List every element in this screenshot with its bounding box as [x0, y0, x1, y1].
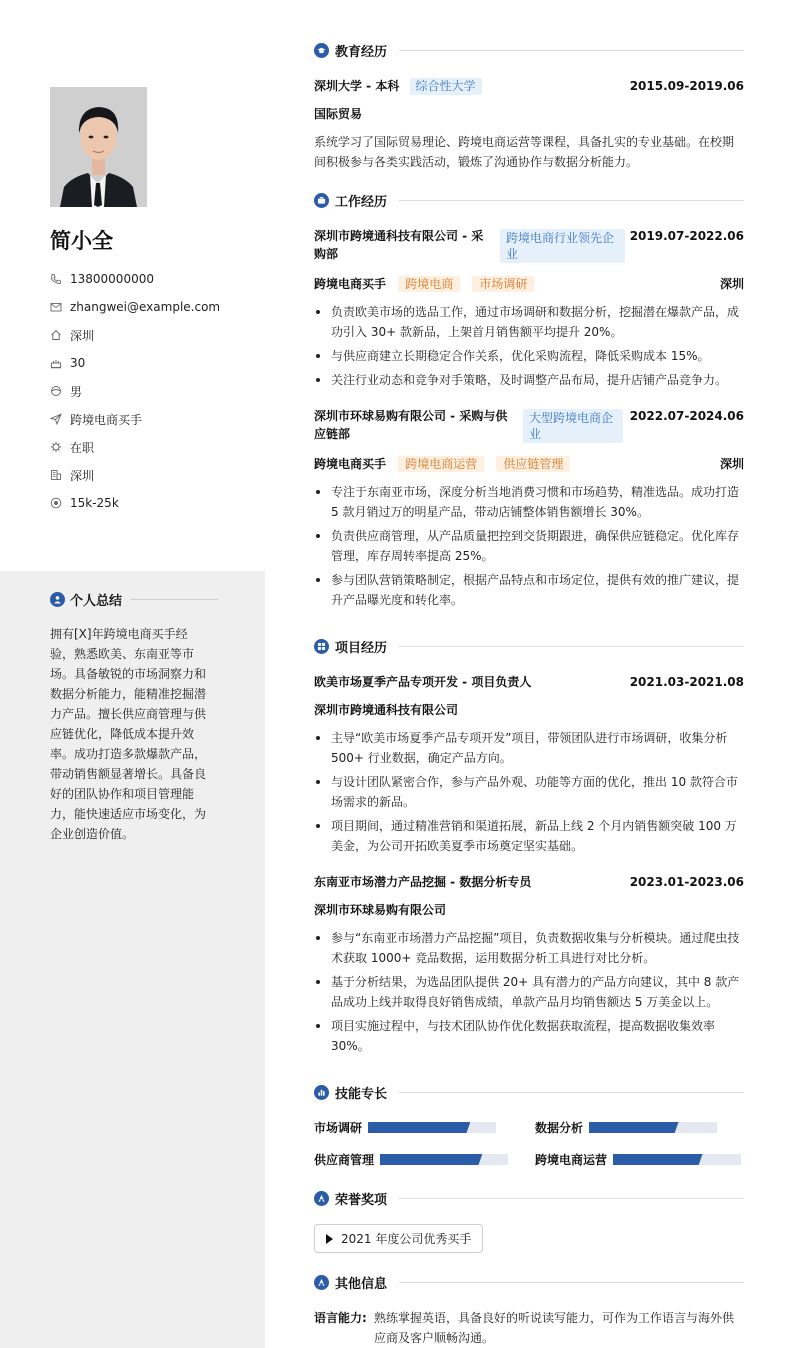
info-gender-text: 男: [70, 384, 83, 399]
work-title: 工作经历: [335, 194, 388, 210]
other-divider: [399, 1282, 744, 1283]
education-header: [314, 41, 744, 59]
work-1-skill-tag: 市场调研: [472, 276, 534, 292]
work-2-tag: 大型跨境电商企业: [523, 409, 623, 443]
work-2-skill-tag: 供应链管理: [496, 456, 570, 472]
list-item: 参与团队营销策略制定，根据产品特点和市场定位，提供有效的推广建议，提升产品曝光度和转化率。: [314, 570, 744, 610]
other-label: 语言能力:: [314, 1311, 367, 1325]
work-2-role-row: [314, 455, 570, 473]
info-email-text: zhangwei@example.com: [70, 300, 221, 314]
project-1-org: 深圳市跨境通科技有限公司: [314, 703, 459, 717]
project-2-org: 深圳市环球易购有限公司: [314, 903, 447, 917]
info-location-text: 深圳: [70, 328, 95, 343]
skill-name: 供应商管理: [314, 1153, 375, 1167]
work-1-role: 跨境电商买手: [314, 277, 387, 291]
summary-text: 拥有[X]年跨境电商买手经验，熟悉欧美、东南亚等市场。具备敏锐的市场洞察力和数据分析能力，能精准挖掘潜力产品。擅长供应商管理与供应链优化，降低成本提升效率。成功打造多款爆款产品，带动销售额显著增长。具备良好的团队协作和项目管理能力，能快速适应市场变化，为企业创造价值。: [50, 627, 207, 841]
age-icon: [50, 357, 62, 369]
work-2-tag-wrap: [523, 409, 623, 443]
avatar: [50, 87, 147, 207]
project-1-date: 2021.03-2021.08: [629, 675, 744, 689]
education-date: 2015.09-2019.06: [629, 79, 744, 93]
project-2-bullets: [314, 928, 744, 1060]
award-item: [314, 1224, 483, 1253]
education-tag: 综合性大学: [410, 78, 482, 95]
info-salary: [50, 489, 260, 517]
work-1-city: 深圳: [719, 277, 744, 291]
work-1-tag: 跨境电商行业领先企业: [500, 229, 625, 263]
mail-icon: [50, 301, 62, 313]
awards-divider: [399, 1198, 744, 1199]
info-job: [50, 405, 260, 433]
work-1-tag-wrap: [500, 229, 625, 263]
skill-bar: [368, 1122, 496, 1133]
info-age: [50, 349, 260, 377]
awards-title: 荣誉奖项: [335, 1192, 388, 1208]
summary-header: [50, 590, 218, 608]
work-2-city: 深圳: [719, 457, 744, 471]
skills-header: [314, 1083, 744, 1101]
other-title: 其他信息: [335, 1276, 388, 1292]
skill-bar-fill: [368, 1122, 470, 1133]
list-item: 参与“东南亚市场潜力产品挖掘”项目，负责数据收集与分析模块。通过爬虫技术获取 1000+ 竞品数据，运用数据分析工具进行对比分析。: [314, 928, 744, 968]
project-1-name: 欧美市场夏季产品专项开发 - 项目负责人: [314, 675, 532, 689]
info-age-text: 30: [70, 356, 86, 370]
briefcase-icon: [314, 193, 329, 208]
info-phone-text: 13800000000: [70, 272, 154, 286]
skill-item: [314, 1119, 496, 1136]
education-desc: 系统学习了国际贸易理论、跨境电商运营等课程，具备扎实的专业基础。在校期间积极参与各类实践活动，锻炼了沟通协作与数据分析能力。: [314, 135, 735, 169]
status-icon: [50, 441, 62, 453]
work-1-date: 2019.07-2022.06: [629, 229, 744, 243]
info-phone: [50, 265, 260, 293]
award-text: 2021 年度公司优秀买手: [341, 1232, 472, 1246]
skill-name: 跨境电商运营: [535, 1153, 608, 1167]
work-2-company: 深圳市环球易购有限公司 - 采购与供应链部: [314, 409, 508, 441]
list-item: 与设计团队紧密合作，参与产品外观、功能等方面的优化，推出 10 款符合市场需求的新品。: [314, 772, 744, 812]
person-name: 简小全: [50, 229, 113, 253]
skill-bar: [589, 1122, 717, 1133]
info-city: [50, 461, 260, 489]
projects-header: [314, 637, 744, 655]
summary-title: 个人总结: [70, 593, 123, 609]
info-gender: [50, 377, 260, 405]
skills-title: 技能专长: [335, 1086, 388, 1102]
home-icon: [50, 329, 62, 341]
work-1-bullets: [314, 302, 744, 394]
building-icon: [50, 469, 62, 481]
info-icon: [314, 1275, 329, 1290]
project-2-name: 东南亚市场潜力产品挖掘 - 数据分析专员: [314, 875, 532, 889]
education-major: 国际贸易: [314, 107, 363, 121]
education-title: 教育经历: [335, 44, 388, 60]
work-1-role-row: [314, 275, 534, 293]
contact-info-list: [50, 265, 260, 517]
grid-icon: [314, 639, 329, 654]
education-school: 深圳大学 - 本科: [314, 79, 400, 93]
salary-icon: [50, 497, 62, 509]
work-1-company: 深圳市跨境通科技有限公司 - 采购部: [314, 229, 484, 261]
info-email: [50, 293, 260, 321]
triangle-icon: [326, 1234, 333, 1244]
info-job-text: 跨境电商买手: [70, 412, 143, 427]
info-location: [50, 321, 260, 349]
work-divider: [399, 200, 744, 201]
list-item: 专注于东南亚市场，深度分析当地消费习惯和市场趋势，精准选品。成功打造 5 款月销过万的明星产品，带动店铺整体销售额增长 30%。: [314, 482, 744, 522]
gender-icon: [50, 385, 62, 397]
skill-item: [535, 1119, 717, 1136]
list-item: 负责欧美市场的选品工作，通过市场调研和数据分析，挖掘潜在爆款产品，成功引入 30+ 款新品，上架首月销售额平均提升 20%。: [314, 302, 744, 342]
send-icon: [50, 413, 62, 425]
work-2-skill-tag: 跨境电商运营: [398, 456, 484, 472]
list-item: 项目实施过程中，与技术团队协作优化数据获取流程，提高数据收集效率 30%。: [314, 1016, 744, 1056]
awards-header: [314, 1189, 744, 1207]
projects-title: 项目经历: [335, 640, 388, 656]
skill-name: 市场调研: [314, 1121, 363, 1135]
other-header: [314, 1273, 744, 1291]
list-item: 负责供应商管理，从产品质量把控到交货期跟进，确保供应链稳定。优化库存管理，库存周转率提高 25%。: [314, 526, 744, 566]
projects-divider: [399, 646, 744, 647]
education-divider: [399, 50, 744, 51]
list-item: 项目期间，通过精准营销和渠道拓展，新品上线 2 个月内销售额突破 100 万美金，为公司开拓欧美夏季市场奠定坚实基础。: [314, 816, 744, 856]
graduation-cap-icon: [314, 43, 329, 58]
user-icon: [50, 592, 65, 607]
skill-bar-fill: [380, 1154, 482, 1165]
work-2-role: 跨境电商买手: [314, 457, 387, 471]
project-1-bullets: [314, 728, 744, 860]
skill-bar: [613, 1154, 741, 1165]
work-2-bullets: [314, 482, 744, 614]
list-item: 与供应商建立长期稳定合作关系，优化采购流程，降低采购成本 15%。: [314, 346, 744, 366]
list-item: 主导“欧美市场夏季产品专项开发”项目，带领团队进行市场调研，收集分析 500+ 行业数据，确定产品方向。: [314, 728, 744, 768]
other-text: 熟练掌握英语，具备良好的听说读写能力，可作为工作语言与海外供应商及客户顺畅沟通。: [374, 1311, 735, 1345]
info-city-text: 深圳: [70, 468, 95, 483]
project-2-date: 2023.01-2023.06: [629, 875, 744, 889]
education-school-row: [314, 77, 482, 95]
summary-divider: [130, 599, 218, 600]
work-header: [314, 191, 744, 209]
bar-chart-icon: [314, 1085, 329, 1100]
phone-icon: [50, 273, 62, 285]
list-item: 关注行业动态和竞争对手策略，及时调整产品布局，提升店铺产品竞争力。: [314, 370, 744, 390]
skill-name: 数据分析: [535, 1121, 584, 1135]
info-status: [50, 433, 260, 461]
skill-bar-fill: [613, 1154, 703, 1165]
skill-item: [535, 1151, 741, 1168]
award-icon: [314, 1191, 329, 1206]
info-salary-text: 15k-25k: [70, 496, 119, 510]
skills-divider: [399, 1092, 744, 1093]
info-status-text: 在职: [70, 440, 95, 455]
skill-bar: [380, 1154, 508, 1165]
list-item: 基于分析结果，为选品团队提供 20+ 具有潜力的产品方向建议，其中 8 款产品成功上线并取得良好销售成绩，单款产品月均销售额达 5 万美金以上。: [314, 972, 744, 1012]
work-2-date: 2022.07-2024.06: [629, 409, 744, 423]
work-1-skill-tag: 跨境电商: [398, 276, 460, 292]
skill-item: [314, 1151, 508, 1168]
skill-bar-fill: [589, 1122, 679, 1133]
